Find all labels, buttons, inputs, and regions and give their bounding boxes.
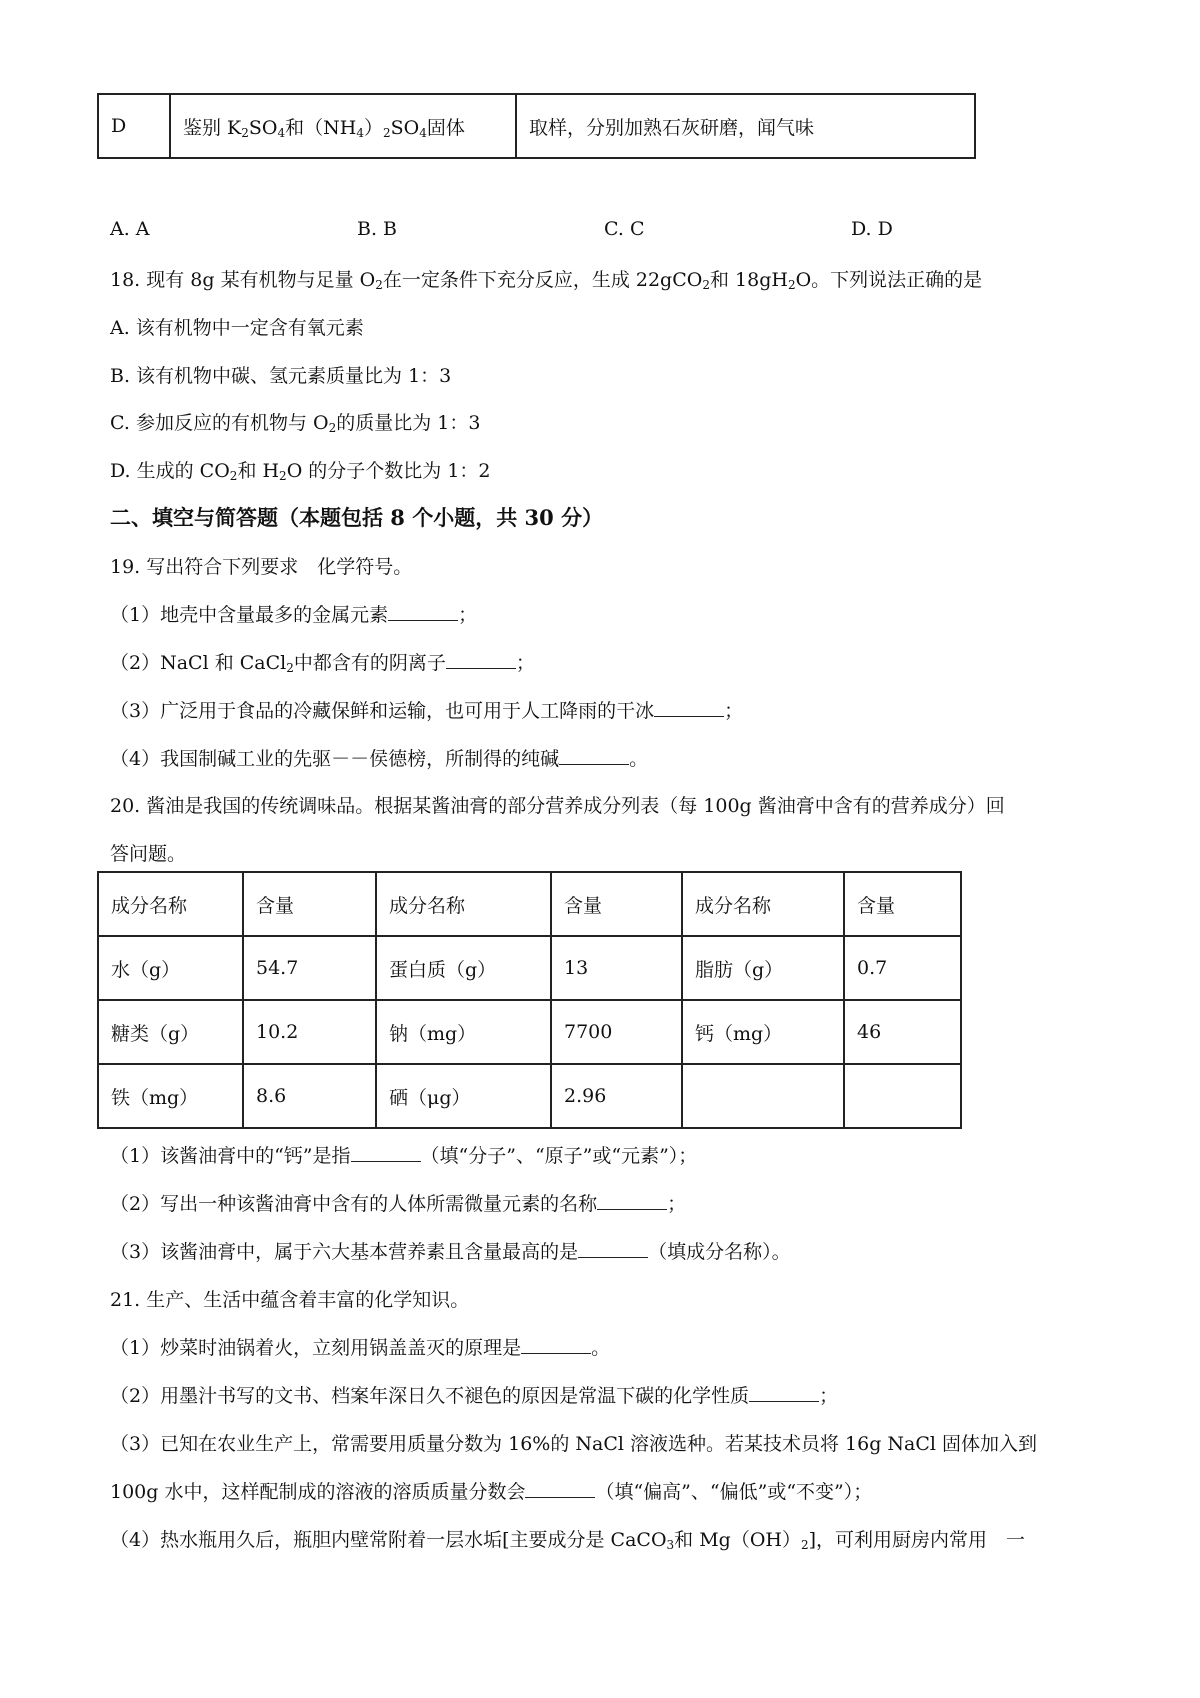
q19-sub-4: （4）我国制碱工业的先驱－－侯德榜，所制得的纯碱 。 [110,748,649,770]
answer-blank[interactable] [521,1337,591,1354]
q19-sub-1: （1）地壳中含量最多的金属元素 ； [110,604,478,626]
answer-blank[interactable] [578,1241,648,1258]
answer-blank[interactable] [351,1145,421,1162]
table-header-cell: 含量 [844,872,961,936]
q17-table-cell-method: 取样，分别加熟石灰研磨，闻气味 [516,94,975,158]
table-row [98,1064,961,1128]
table-cell: 54.7 [243,936,376,1000]
q21-stem: 21. 生产、生活中蕴含着丰富的化学知识。 [110,1289,470,1311]
q21-sub-3-line2: 100g 水中，这样配制成的溶液的溶质质量分数会 （填“偏高”、“偏低”或“不变”）； [110,1481,873,1503]
q21-sub-2: （2）用墨汁书写的文书、档案年深日久不褪色的原因是常温下碳的化学性质 ； [110,1385,839,1407]
table-cell: 脂肪（g） [682,936,844,1000]
table-row [98,936,961,1000]
table-header-row [98,872,961,936]
answer-blank[interactable] [446,652,516,669]
table-cell [682,1064,844,1128]
answer-blank[interactable] [388,604,458,621]
section-2-title: 二、填空与简答题（本题包括 8 个小题，共 30 分） [110,505,604,530]
q17-option-a: A. A [110,218,150,240]
table-cell: 7700 [551,1000,682,1064]
table-cell: 10.2 [243,1000,376,1064]
q17-option-d: D. D [851,218,893,240]
q20-sub-2: （2）写出一种该酱油膏中含有的人体所需微量元素的名称 ； [110,1193,687,1215]
table-cell: 钠（mg） [376,1000,551,1064]
q17-table-cell-task: 鉴别 $K_2SO_4$和$(NH_4)_2SO_4$固体 [170,94,516,158]
q21-sub-3-line1: （3）已知在农业生产上，常需要用质量分数为 16%的 NaCl 溶液选种。若某技术员将 16g NaCl 固体加入到 [110,1433,1038,1455]
table-cell: 46 [844,1000,961,1064]
q20-sub-1: （1）该酱油膏中的“钙”是指 （填“分子”、“原子”或“元素”）； [110,1145,698,1167]
table-header-cell: 含量 [551,872,682,936]
table-cell: 钙（mg） [682,1000,844,1064]
q19-sub-2: （2）NaCl 和 CaCl$_2$中都含有的阴离子 ； [110,652,535,675]
q19-stem: 19. 写出符合下列要求 化学符号。 [110,556,413,578]
q19-sub-3: （3）广泛用于食品的冷藏保鲜和运输，也可用于人工降雨的干冰 ； [110,700,744,722]
table-header-cell: 成分名称 [682,872,844,936]
table-cell: 水（g） [98,936,243,1000]
q18-stem: 18. 现有 8g 某有机物与足量 $O_2$在一定条件下充分反应，生成 22gCO$_2$和 $18gH_2O$。下列说法正确的是 [110,269,983,292]
q20-stem-line1: 20. 酱油是我国的传统调味品。根据某酱油膏的部分营养成分列表（每 100g 酱油膏中含有的营养成分）回 [110,795,1005,817]
table-header-cell: 成分名称 [376,872,551,936]
table-cell: 硒（μg） [376,1064,551,1128]
answer-blank[interactable] [559,748,629,765]
answer-blank[interactable] [749,1385,819,1402]
q18-option-b: B. 该有机物中碳、氢元素质量比为 1：3 [110,365,452,387]
q17-option-b: B. B [357,218,398,240]
table-cell: 13 [551,936,682,1000]
table-cell [844,1064,961,1128]
table-cell: 2.96 [551,1064,682,1128]
answer-blank[interactable] [654,700,724,717]
table-header-cell: 含量 [243,872,376,936]
q17-table-cell-option: D [98,94,170,158]
q17-option-c: C. C [604,218,645,240]
table-cell: 8.6 [243,1064,376,1128]
q21-sub-1: （1）炒菜时油锅着火，立刻用锅盖盖灭的原理是 。 [110,1337,611,1359]
q18-option-a: A. 该有机物中一定含有氧元素 [110,317,364,339]
q20-sub-3: （3）该酱油膏中，属于六大基本营养素且含量最高的是 （填成分名称）。 [110,1241,791,1263]
q20-stem-line2: 答问题。 [110,843,187,865]
q18-option-d: D. 生成的 $CO_2$和 $H_2O$ 的分子个数比为 1：2 [110,460,491,483]
q18-option-c: C. 参加反应的有机物与 $O_2$的质量比为 1：3 [110,412,481,435]
table-cell: 蛋白质（g） [376,936,551,1000]
table-cell: 糖类（g） [98,1000,243,1064]
table-row [98,1000,961,1064]
answer-blank[interactable] [525,1481,595,1498]
table-cell: 铁（mg） [98,1064,243,1128]
q21-sub-4: （4）热水瓶用久后，瓶胆内壁常附着一层水垢[主要成分是 CaCO$_3$和 $Mg(OH)_2$]，可利用厨房内常用 一 [110,1529,1026,1552]
table-header-cell: 成分名称 [98,872,243,936]
nutrition-table [97,871,962,1129]
table-cell: 0.7 [844,936,961,1000]
q17-table [97,93,976,159]
answer-blank[interactable] [597,1193,667,1210]
